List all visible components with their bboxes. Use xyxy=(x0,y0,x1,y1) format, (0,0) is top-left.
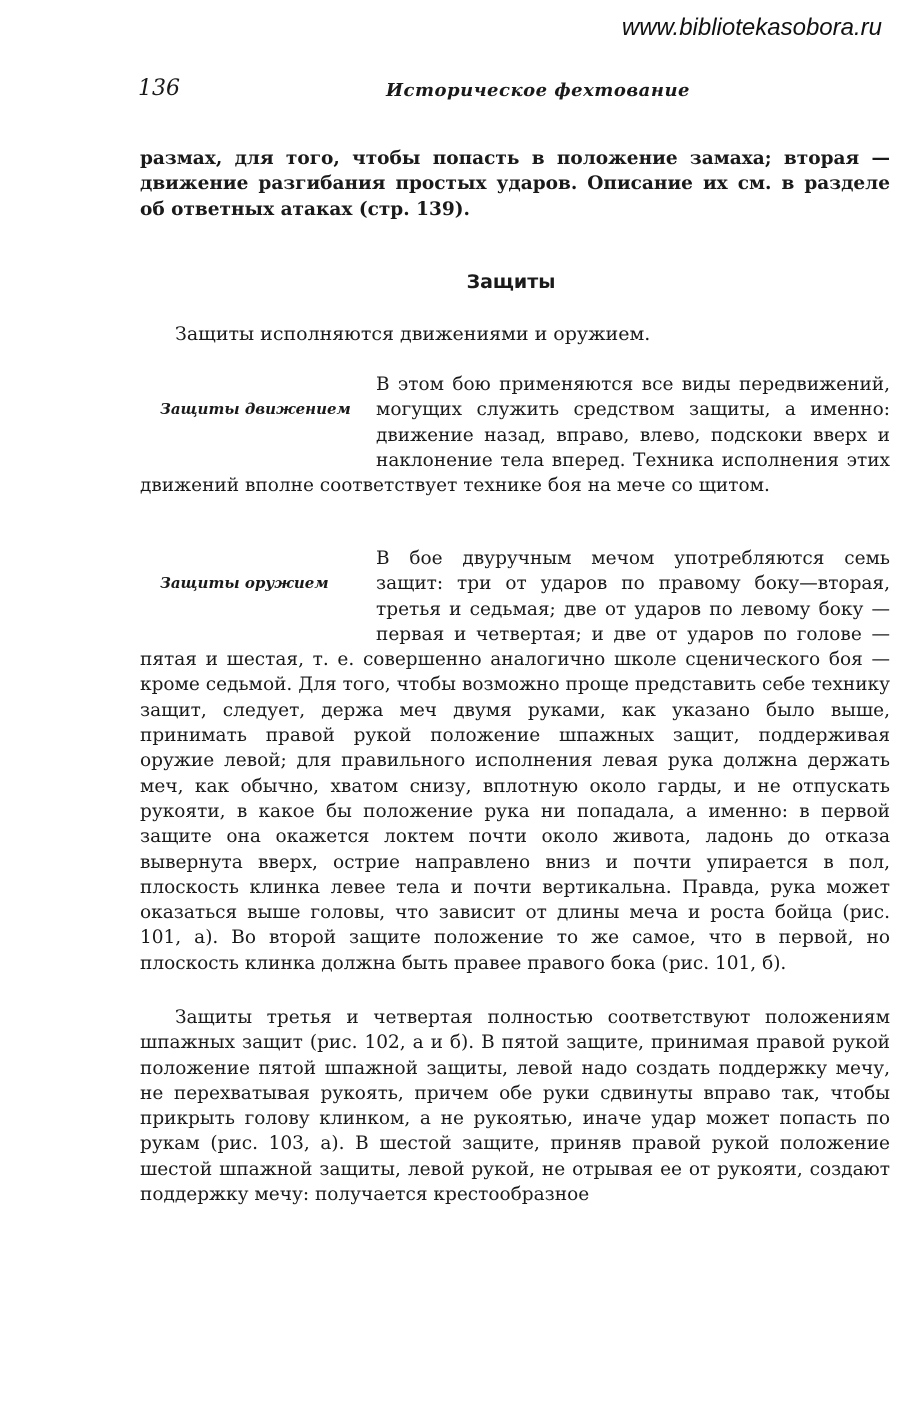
sidenote-movement-label: Защиты движением xyxy=(160,400,351,418)
page-number: 136 xyxy=(138,76,180,101)
weapon-text: В бое двуручным мечом употребляются семь защит: три от ударов по правому боку—вторая, третья и седьмая; две от ударов по левому боку — первая и четвертая; и две от ударов по голове — пятая и шестая, т. е. совершенно аналогично школе сценического боя — кроме седьмой. Для того, чтобы возможно проще представить себе технику защит, следует, держа меч двумя руками, как указано было выше, принимать правой рукой положение шпажных защит, поддерживая оружие левой; для правильного исполнения левая рука должна держать меч, как обычно, хватом снизу, вплотную около гарды, и не отпускать рукояти, в какое бы положение рука ни попадала, а именно: в первой защите она окажется локтем почти около живота, ладонь до отказа вывернута вверх, острие направлено вниз и почти упирается в пол, плоскость клинка левее тела и почти вертикальна. Правда, рука может оказаться выше головы, что зависит от длины меча и роста бойца (рис. 101, а). Во второй защите положение то же самое, что в первой, но плоскость клинка должна быть правее правого бока (рис. 101, б). xyxy=(140,548,890,974)
section-heading: Защиты xyxy=(466,271,556,293)
weapon-paragraph xyxy=(140,546,890,976)
running-head xyxy=(138,76,870,106)
continued-paragraph: размах, для того, чтобы попасть в положение замаха; вторая — движение разгибания простых ударов. Описание их см. в разделе об ответных атаках (стр. 139). xyxy=(140,148,890,220)
sidenote-movement xyxy=(140,372,376,472)
movement-text: В этом бою применяются все виды передвижений, могущих служить средством защиты, а именно: движение назад, вправо, влево, подскоки вверх и наклонение тела вперед. Техника исполнения этих движений вполне соответствует технике боя на мече со щитом. xyxy=(140,374,890,497)
sidenote-weapon xyxy=(140,546,376,646)
sidenote-weapon-label: Защиты оружием xyxy=(160,574,329,592)
intro-paragraph: Защиты исполняются движениями и оружием. xyxy=(175,323,651,345)
watermark-url: www.bibliotekasobora.ru xyxy=(621,14,882,41)
third-paragraph: Защиты третья и четвертая полностью соответствуют положениям шпажных защит (рис. 102, а и б). В пятой защите, принимая правой рукой положение пятой шпажной защиты, левой надо создать поддержку мечу, не перехватывая рукоять, причем обе руки сдвинуты вправо так, чтобы прикрыть голову клинком, а не рукоятью, иначе удар может попасть по рукам (рис. 103, а). В шестой защите, приняв правой рукой положение шестой шпажной защиты, левой рукой, не отрывая ее от рукояти, создают поддержку мечу: получается крестообразное xyxy=(140,1007,890,1206)
running-title: Историческое фехтование xyxy=(386,80,690,101)
movement-paragraph xyxy=(140,372,890,498)
